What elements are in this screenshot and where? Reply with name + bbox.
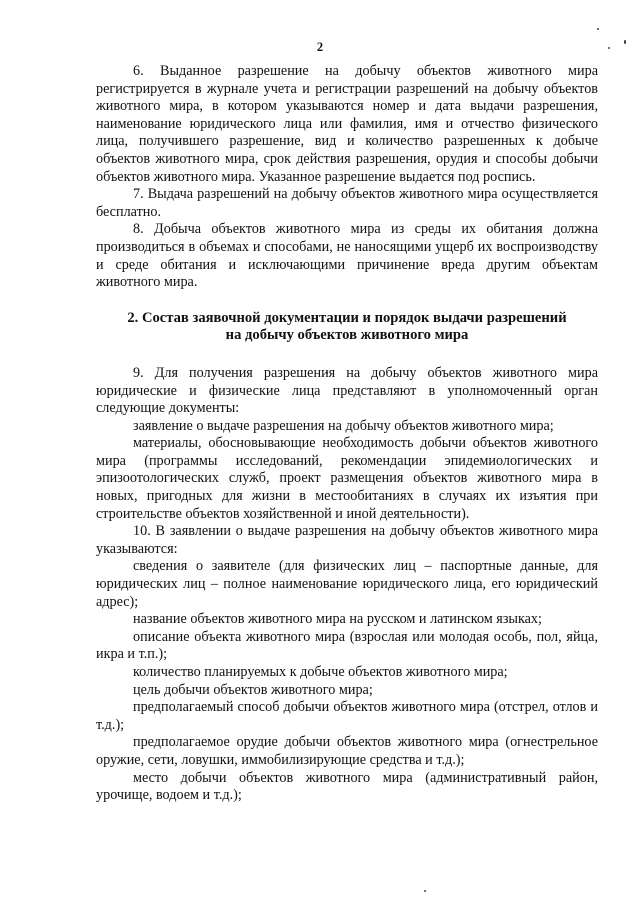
paragraph-9: 9. Для получения разрешения на добычу объектов животного мира юридические и физические лица представляют в уполномоченный орган следующие документы: bbox=[96, 364, 598, 417]
section-heading-line-1: 2. Состав заявочной документации и порядок выдачи разрешений bbox=[127, 309, 567, 326]
section-2-body bbox=[96, 365, 598, 805]
scan-speck bbox=[624, 40, 626, 44]
list-item-materials: материалы, обосновывающие необходимость добычи объектов животного мира (программы исследований, рекомендации эпидемиологических и эпизоотологических служб, проект размещения объектов животного мира в новых, пригодных для жизни в местообитаниях в случаях их изъятия при строительстве объектов хозяйственной и иной деятельности). bbox=[96, 435, 598, 522]
list-item-applicant-info: сведения о заявителе (для физических лиц – паспортные данные, для юридических лиц – полное наименование юридического лица, его юридический адрес); bbox=[96, 558, 598, 610]
list-item-method: предполагаемый способ добычи объектов животного мира (отстрел, отлов и т.д.); bbox=[96, 699, 598, 733]
list-item-purpose: цель добычи объектов животного мира; bbox=[133, 681, 373, 698]
list-item-object-description: описание объекта животного мира (взрослая или молодая особь, пол, яйца, икра и т.п.); bbox=[96, 628, 598, 663]
paragraph-6: 6. Выданное разрешение на добычу объектов животного мира регистрируется в журнале учета и регистрации разрешений на добычу объектов животного мира, в котором указываются номер и дата выдачи разрешения, наименование юридического лица или фамилия, имя и отчество физического лица, получившего разрешение, вид и количество разрешенных к добыче объектов животного мира, срок действия разрешения, орудия и способы добычи объектов животного мира. Указанное разрешение выдается под роспись. bbox=[96, 63, 598, 185]
paragraph-8: 8. Добыча объектов животного мира из среды их обитания должна производиться в объемах и способами, не наносящими ущерб их воспроизводству и среде обитания и исключающими причинение вреда другим объектам животного мира. bbox=[96, 221, 598, 291]
scan-speck bbox=[597, 28, 599, 30]
page-number: 2 bbox=[316, 40, 324, 54]
section-heading-line-2: на добычу объектов животного мира bbox=[225, 327, 469, 344]
list-item-quantity: количество планируемых к добыче объектов животного мира; bbox=[133, 664, 508, 680]
section-heading bbox=[96, 310, 598, 345]
list-item-application: заявление о выдаче разрешения на добычу объектов животного мира; bbox=[133, 417, 554, 434]
paragraph-10: 10. В заявлении о выдаче разрешения на добычу объектов животного мира указываются: bbox=[96, 523, 598, 557]
document-body bbox=[96, 63, 598, 805]
scan-speck bbox=[608, 47, 610, 49]
list-item-tool: предполагаемое орудие добычи объектов животного мира (огнестрельное оружие, сети, ловушки, иммобилизирующие средства и т.д.); bbox=[96, 734, 598, 768]
scan-speck bbox=[424, 890, 426, 892]
paragraph-7: 7. Выдача разрешений на добычу объектов животного мира осуществляется бесплатно. bbox=[96, 186, 598, 220]
list-item-species-name: название объектов животного мира на русском и латинском языках; bbox=[133, 611, 542, 628]
list-item-location: место добычи объектов животного мира (административный район, урочище, водоем и т.д.); bbox=[96, 769, 598, 804]
